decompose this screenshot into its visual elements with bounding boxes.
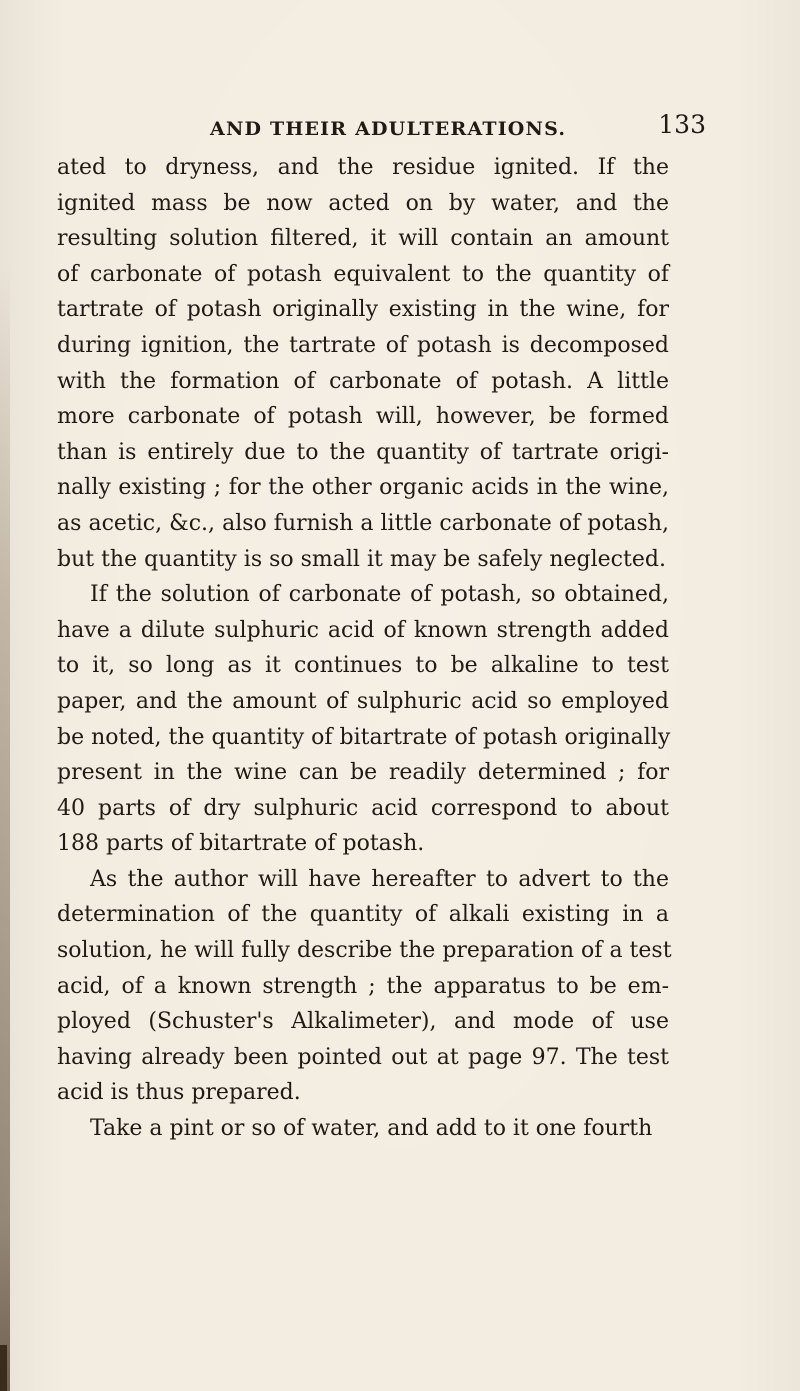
text-line: during ignition, the tartrate of potash is decomposed [57, 332, 669, 358]
text-line: more carbonate of potash will, however, be formed [57, 404, 669, 430]
text-line: than is entirely due to the quantity of tartrate origi- [57, 439, 669, 465]
text-line: If the solution of carbonate of potash, so obtained, [90, 582, 669, 608]
text-line: As the author will have hereafter to advert to the [90, 866, 669, 892]
text-line: present in the wine can be readily determined ; for [57, 760, 669, 786]
text-line: be noted, the quantity of bitartrate of potash originally [57, 724, 671, 750]
text-line: paper, and the amount of sulphuric acid so employed [57, 688, 669, 714]
text-line: acid is thus prepared. [57, 1080, 301, 1106]
text-line: Take a pint or so of water, and add to it one fourth [90, 1116, 653, 1142]
text-line: solution, he will fully describe the preparation of a test [57, 938, 672, 964]
text-line: resulting solution filtered, it will contain an amount [57, 226, 669, 252]
text-line: 188 parts of bitartrate of potash. [57, 831, 425, 857]
text-line: having already been pointed out at page 97. The test [57, 1044, 669, 1070]
page-edge-dark [0, 1345, 7, 1391]
text-line: acid, of a known strength ; the apparatus to be em- [57, 973, 669, 999]
text-line: ignited mass be now acted on by water, and the [57, 190, 669, 216]
text-line: as acetic, &c., also furnish a little carbonate of potash, [57, 510, 669, 536]
text-line: nally existing ; for the other organic acids in the wine, [57, 475, 669, 501]
text-line: with the formation of carbonate of potash. A little [57, 368, 669, 394]
text-line: ployed (Schuster's Alkalimeter), and mode of use [57, 1009, 669, 1035]
text-line: have a dilute sulphuric acid of known strength added [57, 617, 669, 643]
text-line: 40 parts of dry sulphuric acid correspond to about [57, 795, 669, 821]
page-binding-shadow [0, 260, 10, 1391]
body-text [57, 150, 672, 1147]
text-line: but the quantity is so small it may be safely neglected. [57, 546, 666, 572]
page-header [138, 108, 706, 148]
text-line: ated to dryness, and the residue ignited. If the [57, 155, 669, 180]
page-number: 133 [658, 110, 706, 139]
running-head: AND THEIR ADULTERATIONS. [210, 118, 567, 140]
text-line: of carbonate of potash equivalent to the quantity of [57, 261, 669, 287]
text-line: tartrate of potash originally existing in the wine, for [57, 297, 669, 323]
text-line: determination of the quantity of alkali existing in a [57, 902, 669, 928]
text-line: to it, so long as it continues to be alkaline to test [57, 653, 669, 679]
